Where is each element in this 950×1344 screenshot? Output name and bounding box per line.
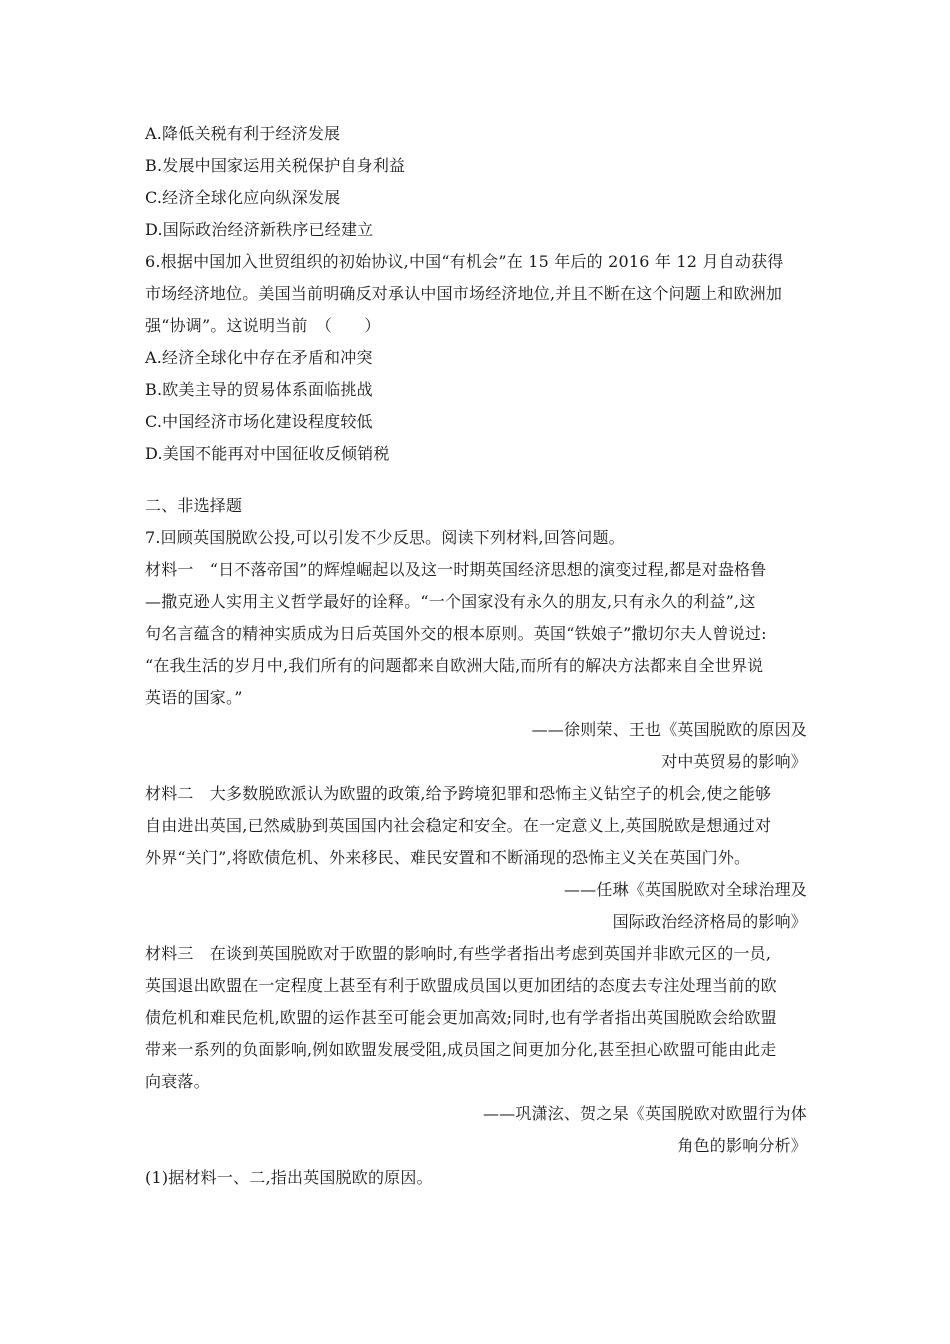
material1-line: 英语的国家。”	[145, 688, 243, 707]
material1-line: “在我生活的岁月中,我们所有的问题都来自欧洲大陆,而所有的解决方法都来自全世界说	[145, 656, 764, 675]
material2-line: 材料二 大多数脱欧派认为欧盟的政策,给予跨境犯罪和恐怖主义钻空子的机会,使之能够	[145, 784, 772, 803]
q6-option-c: C.中国经济市场化建设程度较低	[145, 412, 373, 431]
material1-source: 对中英贸易的影响》	[661, 752, 807, 771]
material1-source: ——徐则荣、王也《英国脱欧的原因及	[531, 720, 807, 739]
material3-source: ——巩潇泫、贺之杲《英国脱欧对欧盟行为体	[482, 1104, 807, 1123]
material3-line: 材料三 在谈到英国脱欧对于欧盟的影响时,有些学者指出考虑到英国并非欧元区的一员,	[145, 944, 772, 963]
q7-stem: 7.回顾英国脱欧公投,可以引发不少反思。阅读下列材料,回答问题。	[145, 528, 625, 547]
material1-line: 材料一 “日不落帝国”的辉煌崛起以及这一时期英国经济思想的演变过程,都是对盎格鲁	[145, 560, 767, 579]
material2-line: 自由进出英国,已然威胁到英国国内社会稳定和安全。在一定意义上,英国脱欧是想通过对	[145, 816, 772, 835]
material3-line: 带来一系列的负面影响,例如欧盟发展受阻,成员国之间更加分化,甚至担心欧盟可能由此走	[145, 1040, 777, 1059]
material3-line: 英国退出欧盟在一定程度上甚至有利于欧盟成员国以更加团结的态度去专注处理当前的欧	[145, 976, 777, 995]
material1-line: 句名言蕴含的精神实质成为日后英国外交的根本原则。英国“铁娘子”撒切尔夫人曾说过:	[145, 624, 767, 643]
q5-option-a: A.降低关税有利于经济发展	[145, 124, 341, 143]
material1-line: —撒克逊人实用主义哲学最好的诠释。“一个国家没有永久的朋友,只有永久的利益”,这	[145, 592, 756, 611]
material3-line: 债危机和难民危机,欧盟的运作甚至可能会更加高效;同时,也有学者指出英国脱欧会给欧盟	[145, 1008, 777, 1027]
q6-stem-line: 6.根据中国加入世贸组织的初始协议,中国“有机会”在 15 年后的 2016 年 12 月自动获得	[145, 252, 784, 271]
q6-option-d: D.美国不能再对中国征收反倾销税	[145, 444, 390, 463]
material3-line: 向衰落。	[145, 1072, 210, 1091]
q6-option-b: B.欧美主导的贸易体系面临挑战	[145, 380, 373, 399]
q7-subquestion-1: (1)据材料一、二,指出英国脱欧的原因。	[145, 1168, 433, 1187]
material2-line: 外界“关门”,将欧债危机、外来移民、难民安置和不断涌现的恐怖主义关在英国门外。	[145, 848, 751, 867]
q6-option-a: A.经济全球化中存在矛盾和冲突	[145, 348, 373, 367]
section-heading: 二、非选择题	[145, 496, 243, 515]
material3-source: 角色的影响分析》	[677, 1136, 807, 1155]
q5-option-d: D.国际政治经济新秩序已经建立	[145, 220, 374, 239]
material2-source: ——任琳《英国脱欧对全球治理及	[563, 880, 807, 899]
material2-source: 国际政治经济格局的影响》	[612, 912, 807, 931]
q5-option-b: B.发展中国家运用关税保护自身利益	[145, 156, 406, 175]
q6-stem-line: 市场经济地位。美国当前明确反对承认中国市场经济地位,并且不断在这个问题上和欧洲加	[145, 284, 783, 303]
q5-option-c: C.经济全球化应向纵深发展	[145, 188, 341, 207]
q6-stem-line: 强“协调”。这说明当前 （ ）	[145, 316, 381, 335]
